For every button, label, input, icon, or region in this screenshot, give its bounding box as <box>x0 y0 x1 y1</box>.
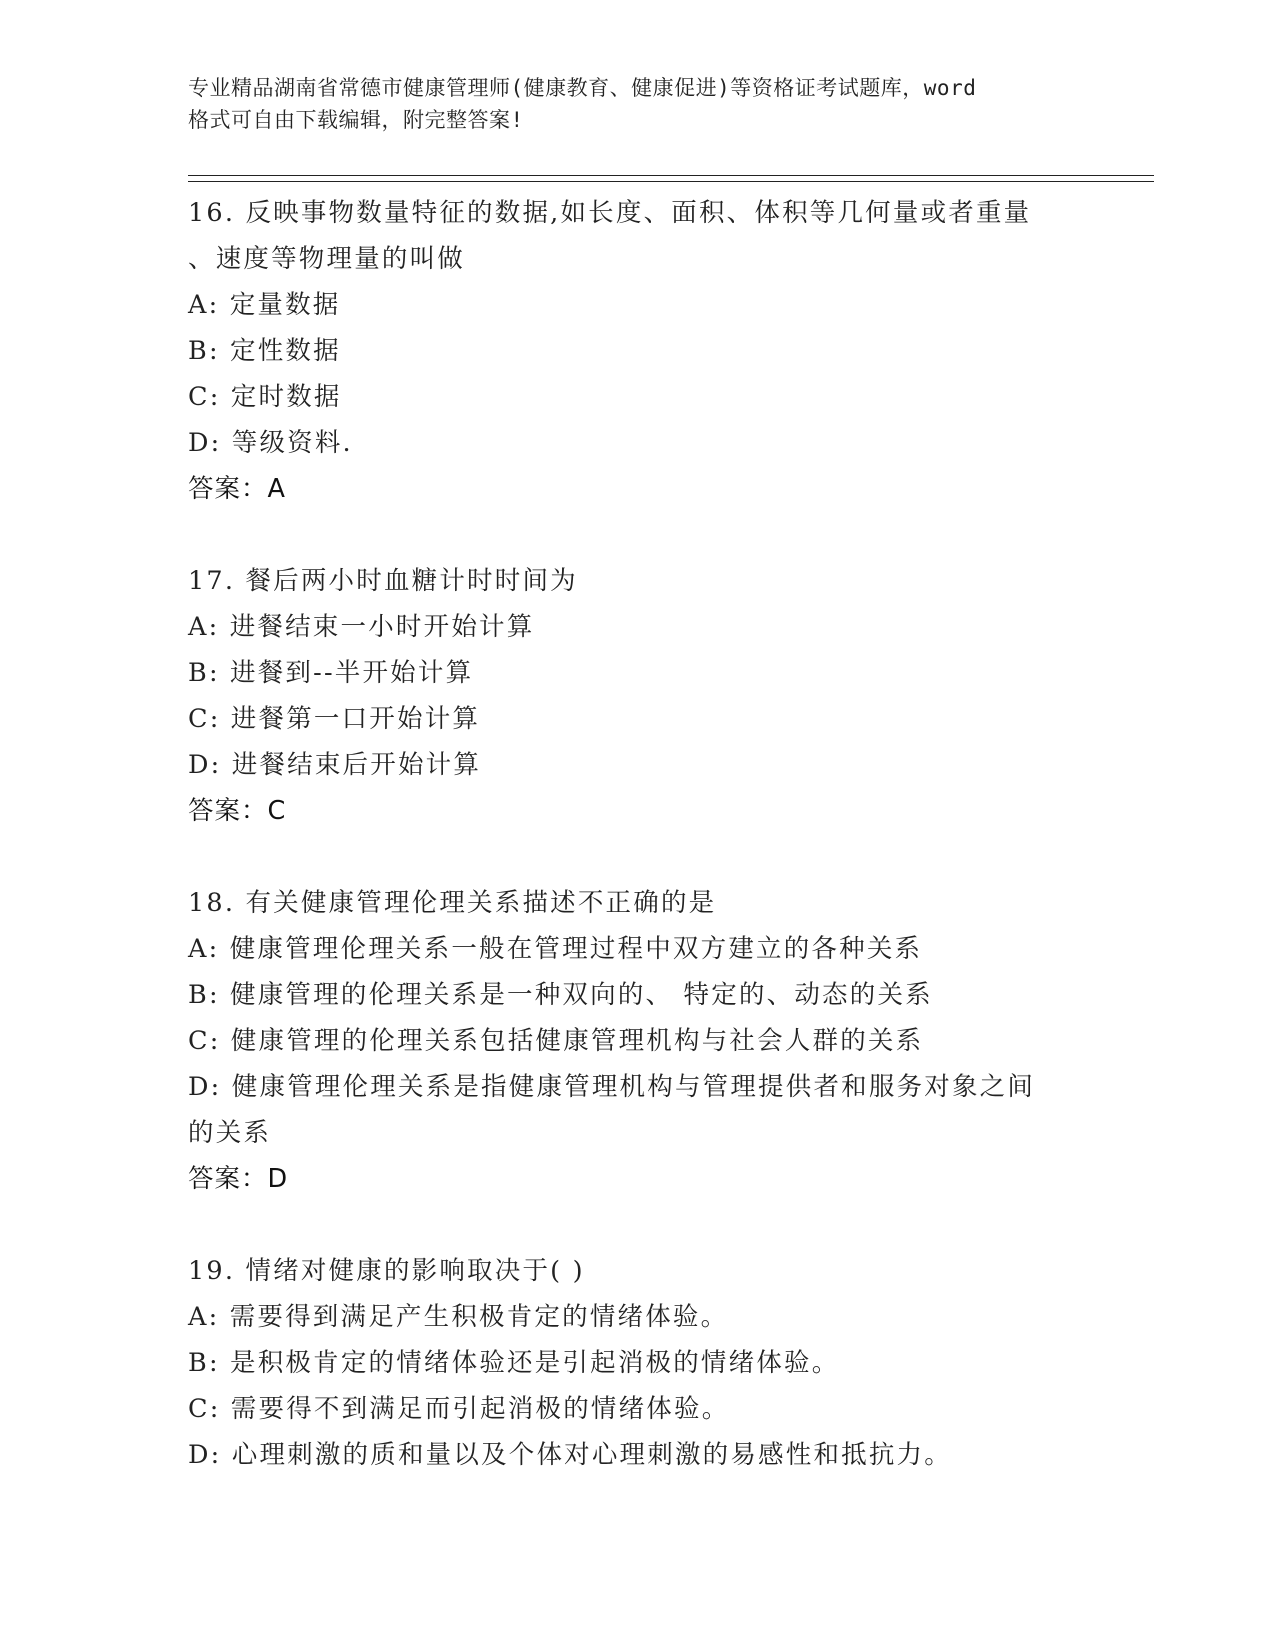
question-text: 18. 有关健康管理伦理关系描述不正确的是 <box>188 888 717 918</box>
header-divider-top <box>188 175 1154 176</box>
option-d: D: 心理刺激的质和量以及个体对心理刺激的易感性和抵抗力。 <box>188 1440 952 1470</box>
option-a: A: 健康管理伦理关系一般在管理过程中双方建立的各种关系 <box>188 934 923 964</box>
option-c: C: 进餐第一口开始计算 <box>188 704 481 734</box>
question-text: 17. 餐后两小时血糖计时时间为 <box>188 566 578 596</box>
option-d: D: 等级资料. <box>188 428 353 458</box>
option-b: B: 健康管理的伦理关系是一种双向的、 特定的、动态的关系 <box>188 980 933 1010</box>
option-b: B: 进餐到--半开始计算 <box>188 658 474 688</box>
header-divider-bottom <box>188 181 1154 182</box>
answer-label: 答案：C <box>188 796 287 826</box>
option-a: A: 定量数据 <box>188 290 341 320</box>
header-line-2: 格式可自由下载编辑，附完整答案! <box>188 108 524 132</box>
option-d: D: 进餐结束后开始计算 <box>188 750 482 780</box>
answer-label: 答案：A <box>188 474 286 504</box>
option-d-continued: 的关系 <box>188 1118 272 1148</box>
answer-label: 答案：D <box>188 1164 289 1194</box>
option-c: C: 需要得不到满足而引起消极的情绪体验。 <box>188 1394 730 1424</box>
question-text-continued: 、速度等物理量的叫做 <box>188 244 466 274</box>
header-line-1: 专业精品湖南省常德市健康管理师(健康教育、健康促进)等资格证考试题库，word <box>188 76 977 100</box>
option-c: C: 定时数据 <box>188 382 342 412</box>
question-text: 19. 情绪对健康的影响取决于( ) <box>188 1256 585 1286</box>
option-b: B: 定性数据 <box>188 336 341 366</box>
document-header <box>188 72 1108 136</box>
question-text: 16. 反映事物数量特征的数据,如长度、面积、体积等几何量或者重量 <box>188 198 1032 228</box>
question-list <box>188 190 1108 1524</box>
option-a: A: 进餐结束一小时开始计算 <box>188 612 535 642</box>
question-18 <box>188 880 1108 1202</box>
question-17 <box>188 558 1108 834</box>
option-d: D: 健康管理伦理关系是指健康管理机构与管理提供者和服务对象之间 <box>188 1072 1036 1102</box>
option-a: A: 需要得到满足产生积极肯定的情绪体验。 <box>188 1302 729 1332</box>
question-16 <box>188 190 1108 512</box>
option-c: C: 健康管理的伦理关系包括健康管理机构与社会人群的关系 <box>188 1026 924 1056</box>
question-19 <box>188 1248 1108 1478</box>
option-b: B: 是积极肯定的情绪体验还是引起消极的情绪体验。 <box>188 1348 840 1378</box>
